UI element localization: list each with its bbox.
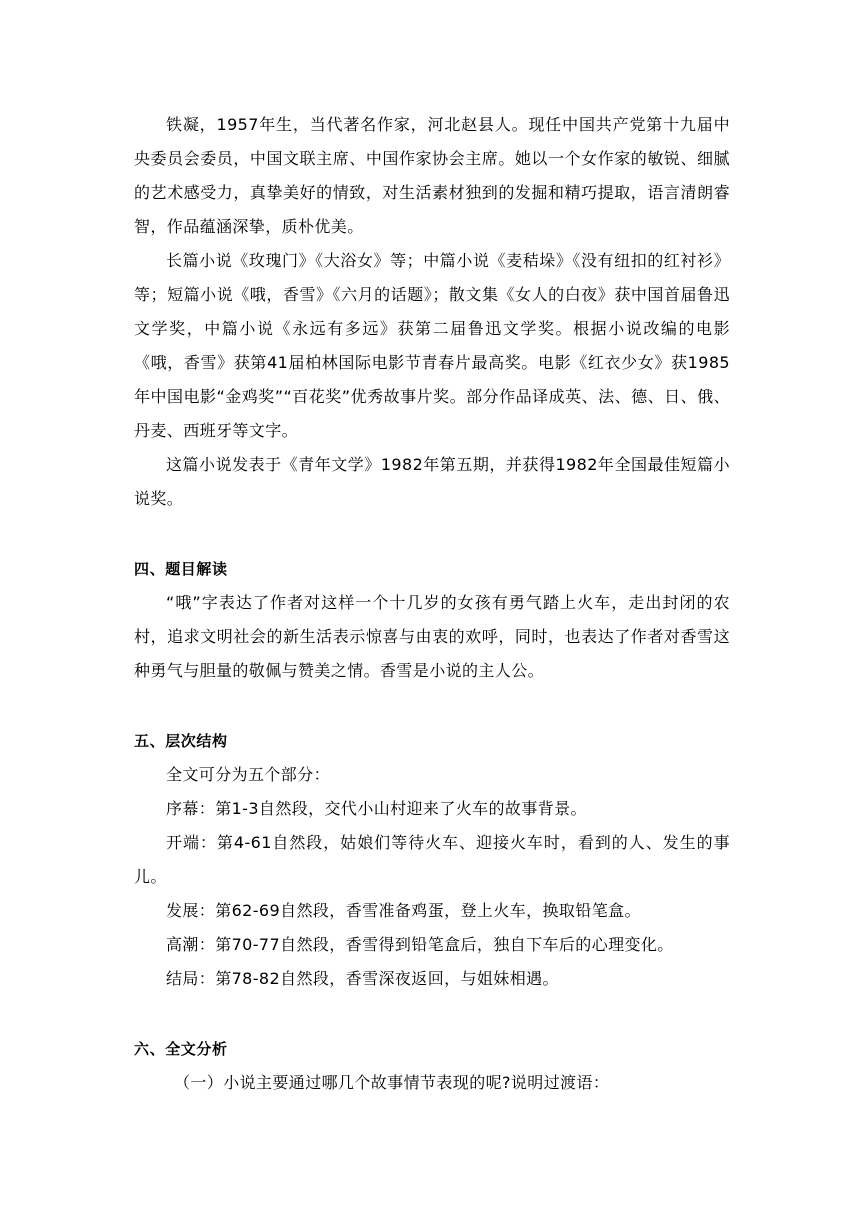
structure-intro: 全文可分为五个部分：: [166, 765, 331, 784]
section-gap: [134, 516, 730, 552]
section-heading-title-interpretation: 四、题目解读: [134, 560, 228, 578]
title-interpretation-paragraph: “哦”字表达了作者对这样一个十几岁的女孩有勇气踏上火车，走出封闭的农村，追求文明社会的新生活表示惊喜与由衷的欢呼，同时，也表达了作者对香雪这种勇气与胆量的敬佩与赞美之情。香雪是小说的主人公。: [134, 593, 730, 680]
analysis-question-1: （一）小说主要通过哪几个故事情节表现的呢?说明过渡语：: [174, 1073, 610, 1092]
section-heading-structure: 五、层次结构: [134, 732, 228, 750]
author-bio-paragraph: 铁凝，1957年生，当代著名作家，河北赵县人。现任中国共产党第十九届中央委员会委员，中国文联主席、中国作家协会主席。她以一个女作家的敏锐、细腻的艺术感受力，真挚美好的情致，对生活素材独到的发掘和精巧提取，语言清朗睿智，作品蕴涵深挚，质朴优美。: [134, 115, 730, 236]
structure-item-ending: 结局：第78-82自然段，香雪深夜返回，与姐妹相遇。: [166, 969, 559, 988]
section-gap: [134, 996, 730, 1032]
section-heading-full-analysis: 六、全文分析: [134, 1040, 228, 1058]
structure-item-prologue: 序幕：第1-3自然段，交代小山村迎来了火车的故事背景。: [166, 799, 587, 818]
publication-paragraph: 这篇小说发表于《青年文学》1982年第五期，并获得1982年全国最佳短篇小说奖。: [134, 455, 730, 508]
works-paragraph: 长篇小说《玫瑰门》《大浴女》等；中篇小说《麦秸垛》《没有纽扣的红衬衫》等；短篇小说《哦，香雪》《六月的话题》；散文集《女人的白夜》获中国首届鲁迅文学奖，中篇小说《永远有多远》获第二届鲁迅文学奖。根据小说改编的电影《哦，香雪》获第41届柏林国际电影节青春片最高奖。电影《红衣少女》获1985年中国电影“金鸡奖”“百花奖”优秀故事片奖。部分作品译成英、法、德、日、俄、丹麦、西班牙等文字。: [134, 251, 730, 440]
structure-item-climax: 高潮：第70-77自然段，香雪得到铅笔盒后，独自下车后的心理变化。: [166, 935, 674, 954]
structure-item-development: 发展：第62-69自然段，香雪准备鸡蛋，登上火车，换取铅笔盒。: [166, 901, 641, 920]
section-gap: [134, 688, 730, 724]
structure-item-beginning: 开端：第4-61自然段，姑娘们等待火车、迎接火车时，看到的人、发生的事儿。: [134, 833, 730, 886]
